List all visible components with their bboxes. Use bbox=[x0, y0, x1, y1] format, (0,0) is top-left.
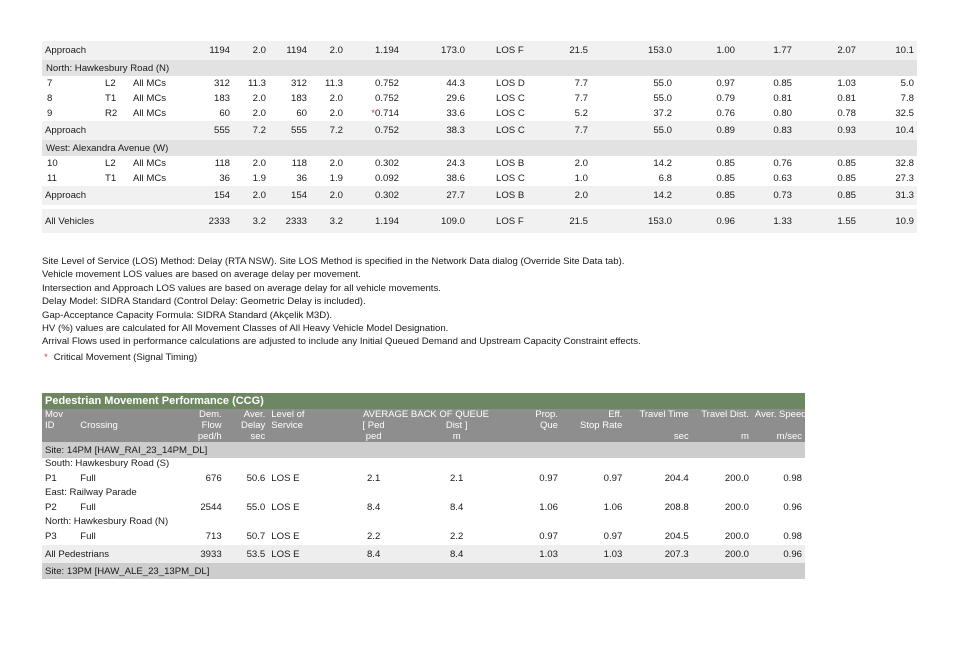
table-cell: 1.33 bbox=[773, 215, 792, 227]
table-cell: 2.1 bbox=[366, 472, 381, 484]
table-cell: 0.85 bbox=[773, 78, 792, 89]
table-cell: 2.0 bbox=[329, 45, 343, 56]
table-cell: 2.07 bbox=[837, 45, 856, 56]
table-cell: LOS F bbox=[496, 45, 524, 56]
table-cell: 0.89 bbox=[716, 125, 735, 136]
table-cell bbox=[130, 209, 180, 233]
table-cell: 32.8 bbox=[895, 158, 914, 169]
table-cell: 2.1 bbox=[449, 472, 464, 484]
table-cell: 312 bbox=[213, 78, 230, 89]
critical-marker-icon: * bbox=[371, 108, 375, 119]
table-cell: 14.2 bbox=[653, 190, 672, 201]
table-cell: 0.85 bbox=[716, 158, 735, 169]
table-cell: 2.0 bbox=[574, 190, 588, 201]
note-line: Vehicle movement LOS values are based on average delay per movement. bbox=[42, 269, 361, 281]
table-cell: 1.194 bbox=[374, 45, 399, 56]
section-label: South: Hawkesbury Road (S) bbox=[45, 458, 170, 469]
table-cell: 27.3 bbox=[895, 173, 914, 184]
approach-section-header bbox=[42, 516, 805, 527]
table-cell: 7.2 bbox=[252, 125, 266, 136]
table-cell: LOS B bbox=[496, 158, 525, 169]
table-cell: 200.0 bbox=[724, 530, 749, 542]
table-cell: LOS E bbox=[268, 545, 343, 563]
table-cell: 38.6 bbox=[446, 173, 465, 184]
note-line: HV (%) values are calculated for All Movement Classes of All Heavy Vehicle Model Designation. bbox=[42, 323, 449, 335]
header-blank bbox=[509, 431, 561, 442]
header-prop: Prop. bbox=[509, 409, 561, 420]
header-dem: Dem. bbox=[173, 409, 225, 420]
table-cell: 2333 bbox=[208, 215, 230, 227]
table-cell: 0.79 bbox=[716, 93, 735, 104]
table-cell: LOS E bbox=[271, 501, 300, 513]
table-cell: 1.9 bbox=[329, 173, 343, 184]
table-cell: 3933 bbox=[173, 545, 225, 563]
header-blank bbox=[77, 431, 173, 442]
pedestrian-row bbox=[42, 527, 805, 545]
table-cell: 2.2 bbox=[366, 530, 381, 542]
table-cell: LOS B bbox=[496, 190, 525, 201]
approach-section-header bbox=[42, 487, 805, 498]
table-cell: 2.0 bbox=[252, 93, 266, 104]
table-cell: 0.302 bbox=[374, 190, 399, 201]
site-header-row bbox=[42, 442, 805, 458]
table-cell bbox=[102, 186, 130, 205]
table-cell: 0.85 bbox=[716, 190, 735, 201]
table-cell: 8.4 bbox=[343, 545, 404, 563]
table-cell: 1.03 bbox=[837, 78, 856, 89]
table-cell: 154 bbox=[213, 190, 230, 201]
table-cell: 0.73 bbox=[773, 190, 792, 201]
table-cell: 3.2 bbox=[252, 215, 266, 227]
table-cell: 33.6 bbox=[446, 108, 465, 119]
table-cell: 21.5 bbox=[569, 45, 588, 56]
table-cell: 1.06 bbox=[603, 501, 623, 513]
table-cell: 2.0 bbox=[252, 108, 266, 119]
table-cell: 312 bbox=[290, 78, 307, 89]
table-cell: 10.4 bbox=[895, 125, 914, 136]
table-cell: 208.8 bbox=[664, 501, 689, 513]
header-que: Que bbox=[509, 420, 561, 431]
table-cell: 11.3 bbox=[248, 78, 266, 89]
header-service: Service bbox=[268, 420, 343, 431]
table-cell: LOS E bbox=[271, 530, 300, 542]
table-cell: 1.9 bbox=[252, 173, 266, 184]
table-cell: 0.78 bbox=[837, 108, 856, 119]
table-cell: 1.194 bbox=[374, 215, 399, 227]
table-cell: 53.5 bbox=[225, 545, 269, 563]
table-cell: 21.5 bbox=[569, 215, 588, 227]
movement-row bbox=[42, 156, 917, 171]
section-label: East: Railway Parade bbox=[45, 487, 137, 498]
table-cell: 0.85 bbox=[837, 173, 856, 184]
table-cell bbox=[130, 186, 180, 205]
unit-sec: sec bbox=[225, 431, 269, 442]
table-cell: LOS F bbox=[496, 215, 524, 227]
critical-movement-legend bbox=[42, 352, 197, 363]
pedestrian-header-row bbox=[42, 409, 805, 420]
header-id: ID bbox=[42, 420, 77, 431]
table-cell: 0.752 bbox=[374, 93, 399, 104]
table-cell: Full bbox=[80, 472, 96, 484]
table-cell: 2.0 bbox=[329, 158, 343, 169]
table-cell: All MCs bbox=[133, 78, 167, 89]
table-cell: 118 bbox=[214, 158, 230, 169]
table-cell: 1194 bbox=[286, 45, 307, 56]
table-cell: 5.2 bbox=[574, 108, 588, 119]
table-cell bbox=[130, 121, 180, 140]
table-cell: LOS C bbox=[496, 173, 525, 184]
movement-row bbox=[42, 91, 917, 106]
header-crossing-label: Crossing bbox=[77, 420, 173, 431]
table-cell: 153.0 bbox=[647, 45, 672, 56]
table-cell: 183 bbox=[213, 93, 230, 104]
table-cell: All MCs bbox=[133, 173, 167, 184]
table-cell bbox=[102, 209, 130, 233]
approach-row bbox=[42, 186, 917, 205]
table-cell: 27.7 bbox=[446, 190, 465, 201]
table-cell bbox=[102, 121, 130, 140]
table-cell: 555 bbox=[213, 125, 230, 136]
table-cell: 2.0 bbox=[252, 158, 266, 169]
table-cell: 8.4 bbox=[366, 501, 381, 513]
vehicle-movement-table bbox=[42, 41, 917, 233]
table-cell: 37.2 bbox=[653, 108, 672, 119]
table-cell: 1.03 bbox=[509, 545, 561, 563]
table-cell: All MCs bbox=[133, 158, 167, 169]
approach-row bbox=[42, 41, 917, 60]
table-cell: 0.092 bbox=[374, 173, 399, 184]
table-cell: 0.81 bbox=[837, 93, 856, 104]
table-cell: 10 bbox=[47, 158, 58, 169]
table-cell: 0.752 bbox=[374, 125, 399, 136]
table-cell bbox=[346, 106, 402, 121]
table-cell: 1.55 bbox=[837, 215, 856, 227]
table-cell: 200.0 bbox=[692, 545, 752, 563]
header-aver-speed: Aver. Speed bbox=[752, 409, 805, 420]
table-cell: 1.0 bbox=[574, 173, 588, 184]
header-blank bbox=[752, 420, 805, 431]
pedestrian-table-title-row bbox=[42, 393, 805, 409]
table-cell: 2544 bbox=[200, 501, 222, 513]
table-cell: Full bbox=[80, 530, 96, 542]
table-cell: 0.96 bbox=[783, 501, 802, 513]
table-cell: 8.4 bbox=[449, 501, 464, 513]
table-cell: 0.752 bbox=[374, 78, 399, 89]
header-mov: Mov bbox=[42, 409, 77, 420]
header-blank bbox=[561, 431, 625, 442]
table-cell: All MCs bbox=[133, 108, 167, 119]
note-line: Delay Model: SIDRA Standard (Control Delay: Geometric Delay is included). bbox=[42, 296, 366, 308]
table-cell: P2 bbox=[45, 501, 57, 513]
table-cell: 0.96 bbox=[752, 545, 805, 563]
table-cell: 11 bbox=[47, 173, 57, 184]
table-cell: 0.97 bbox=[539, 530, 558, 542]
table-cell: 1.77 bbox=[773, 45, 792, 56]
table-cell: 200.0 bbox=[724, 501, 749, 513]
pedestrian-row bbox=[42, 469, 805, 487]
table-cell: R2 bbox=[105, 108, 118, 119]
table-cell: 118 bbox=[291, 158, 307, 169]
table-cell: 0.63 bbox=[773, 173, 792, 184]
table-cell: 10.9 bbox=[895, 215, 914, 227]
table-cell: 2.0 bbox=[574, 158, 588, 169]
table-cell: L2 bbox=[105, 158, 116, 169]
all-pedestrians-row bbox=[42, 545, 805, 563]
table-cell: 1.06 bbox=[539, 501, 558, 513]
table-cell: 555 bbox=[290, 125, 307, 136]
header-stop-rate: Stop Rate bbox=[561, 420, 625, 431]
table-cell: 44.3 bbox=[446, 78, 465, 89]
table-cell: 0.83 bbox=[773, 125, 792, 136]
table-cell: 7.7 bbox=[574, 125, 588, 136]
table-cell: All Pedestrians bbox=[42, 545, 173, 563]
approach-section-header bbox=[42, 60, 917, 76]
note-line: Arrival Flows used in performance calculations are adjusted to include any Initial Queued Demand and Upstream Capacity Constraint effects. bbox=[42, 336, 641, 348]
unit-m: m bbox=[692, 431, 752, 442]
movement-row bbox=[42, 76, 917, 91]
table-cell: 24.3 bbox=[446, 158, 465, 169]
table-cell: P1 bbox=[45, 472, 57, 484]
header-blank bbox=[625, 420, 691, 431]
header-travel-dist: Travel Dist. bbox=[692, 409, 752, 420]
table-cell: 204.5 bbox=[664, 530, 689, 542]
table-cell: 0.85 bbox=[837, 158, 856, 169]
table-cell: LOS E bbox=[271, 472, 300, 484]
table-cell: 32.5 bbox=[895, 108, 914, 119]
cell-value: 0.714 bbox=[374, 108, 399, 119]
table-cell: 0.97 bbox=[716, 78, 735, 89]
table-cell: 713 bbox=[205, 530, 222, 542]
table-cell: T1 bbox=[105, 173, 117, 184]
unit-ped: ped bbox=[343, 431, 404, 442]
table-cell: 31.3 bbox=[895, 190, 914, 201]
table-cell: 153.0 bbox=[647, 215, 672, 227]
note-line: Gap-Acceptance Capacity Formula: SIDRA Standard (Akçelik M3D). bbox=[42, 309, 333, 321]
table-cell: 0.81 bbox=[773, 93, 792, 104]
table-cell: 55.0 bbox=[653, 78, 672, 89]
table-cell: 2.0 bbox=[252, 45, 266, 56]
table-cell: 2.2 bbox=[449, 530, 464, 542]
approach-section-header bbox=[42, 140, 917, 156]
unit-m: m bbox=[404, 431, 509, 442]
site-label: Site: 13PM [HAW_ALE_23_13PM_DL] bbox=[42, 563, 805, 579]
header-ped: [ Ped bbox=[343, 420, 404, 431]
table-cell: 3.2 bbox=[329, 215, 343, 227]
notes-block bbox=[42, 255, 641, 349]
table-cell: 7.7 bbox=[574, 93, 588, 104]
pedestrian-units-row bbox=[42, 431, 805, 442]
table-cell: 2.0 bbox=[329, 108, 343, 119]
table-cell: 7.2 bbox=[329, 125, 343, 136]
table-cell: 0.96 bbox=[716, 215, 735, 227]
table-cell: LOS D bbox=[496, 78, 525, 89]
table-cell: 55.0 bbox=[653, 93, 672, 104]
table-cell: Approach bbox=[45, 125, 87, 136]
table-cell: 0.97 bbox=[603, 472, 623, 484]
table-cell: 50.6 bbox=[246, 472, 266, 484]
section-label: North: Hawkesbury Road (N) bbox=[42, 60, 917, 76]
table-cell: 0.97 bbox=[603, 530, 623, 542]
pedestrian-row bbox=[42, 498, 805, 516]
table-cell: 7 bbox=[47, 78, 53, 89]
header-level-of: Level of bbox=[268, 409, 343, 420]
table-cell: 154 bbox=[290, 190, 307, 201]
table-cell: 14.2 bbox=[653, 158, 672, 169]
table-cell: L2 bbox=[105, 78, 116, 89]
table-cell: 8.4 bbox=[404, 545, 509, 563]
table-cell: 1194 bbox=[209, 45, 230, 56]
table-cell: 173.0 bbox=[440, 45, 465, 56]
unit-ped-h: ped/h bbox=[173, 431, 225, 442]
table-cell: LOS C bbox=[496, 125, 525, 136]
note-line: Site Level of Service (LOS) Method: Delay (RTA NSW). Site LOS Method is specified in the Network Data dialog (Override Site Data tab). bbox=[42, 256, 625, 267]
unit-m-sec: m/sec bbox=[752, 431, 805, 442]
table-cell: 183 bbox=[290, 93, 307, 104]
table-cell: 1.03 bbox=[561, 545, 625, 563]
header-crossing bbox=[77, 409, 173, 420]
header-aver: Aver. bbox=[225, 409, 269, 420]
critical-marker-icon: * bbox=[44, 352, 48, 363]
table-cell: 200.0 bbox=[724, 472, 749, 484]
table-cell: 2333 bbox=[285, 215, 307, 227]
table-cell: 0.97 bbox=[539, 472, 558, 484]
approach-row bbox=[42, 121, 917, 140]
movement-row bbox=[42, 171, 917, 186]
table-cell: 11.3 bbox=[325, 78, 343, 89]
header-flow: Flow bbox=[173, 420, 225, 431]
table-cell: 0.76 bbox=[716, 108, 735, 119]
table-cell: 38.3 bbox=[446, 125, 465, 136]
table-cell: Approach bbox=[45, 190, 87, 201]
section-label: West: Alexandra Avenue (W) bbox=[42, 140, 917, 156]
table-cell: 1.00 bbox=[716, 45, 735, 56]
table-cell: 109.0 bbox=[440, 215, 465, 227]
table-cell: 207.3 bbox=[625, 545, 691, 563]
table-cell: 0.80 bbox=[773, 108, 792, 119]
table-cell bbox=[130, 41, 180, 60]
table-cell: LOS C bbox=[496, 108, 525, 119]
table-cell: All MCs bbox=[133, 93, 167, 104]
header-blank bbox=[42, 431, 77, 442]
table-cell: 7.7 bbox=[574, 78, 588, 89]
table-cell: T1 bbox=[105, 93, 117, 104]
table-cell: 8 bbox=[47, 93, 53, 104]
table-cell: 204.4 bbox=[664, 472, 689, 484]
table-cell: 36 bbox=[219, 173, 230, 184]
site-label: Site: 14PM [HAW_RAI_23_14PM_DL] bbox=[42, 442, 805, 458]
unit-sec: sec bbox=[625, 431, 691, 442]
table-cell: Approach bbox=[45, 45, 87, 56]
table-cell bbox=[102, 41, 130, 60]
site-header-row bbox=[42, 563, 805, 579]
table-cell: 2.0 bbox=[329, 93, 343, 104]
table-cell: 55.0 bbox=[653, 125, 672, 136]
approach-section-header bbox=[42, 458, 805, 469]
table-cell: 50.7 bbox=[246, 530, 266, 542]
movement-row bbox=[42, 106, 917, 121]
table-cell: 0.98 bbox=[783, 530, 802, 542]
table-cell: LOS C bbox=[496, 93, 525, 104]
table-cell: 9 bbox=[47, 108, 53, 119]
header-delay: Delay bbox=[225, 420, 269, 431]
table-cell: 0.76 bbox=[773, 158, 792, 169]
header-back-of-queue: AVERAGE BACK OF QUEUE bbox=[343, 409, 509, 420]
pedestrian-movement-table bbox=[42, 393, 805, 579]
header-eff: Eff. bbox=[561, 409, 625, 420]
table-cell: 60 bbox=[219, 108, 230, 119]
pedestrian-table-title: Pedestrian Movement Performance (CCG) bbox=[42, 393, 805, 409]
section-label: North: Hawkesbury Road (N) bbox=[45, 516, 169, 527]
header-travel-time: Travel Time bbox=[625, 409, 691, 420]
table-cell: 0.98 bbox=[783, 472, 802, 484]
table-cell: 2.0 bbox=[252, 190, 266, 201]
legend-text: Critical Movement (Signal Timing) bbox=[53, 352, 198, 363]
table-cell: 5.0 bbox=[900, 78, 914, 89]
table-cell: 0.302 bbox=[374, 158, 399, 169]
table-cell: P3 bbox=[45, 530, 57, 542]
table-cell: 0.93 bbox=[837, 125, 856, 136]
table-cell: 6.8 bbox=[658, 173, 672, 184]
table-cell: 2.0 bbox=[329, 190, 343, 201]
table-cell: 36 bbox=[296, 173, 307, 184]
table-cell: 676 bbox=[205, 472, 222, 484]
table-cell: 55.0 bbox=[246, 501, 266, 513]
table-cell: 0.85 bbox=[716, 173, 735, 184]
header-blank bbox=[692, 420, 752, 431]
header-dist: Dist ] bbox=[404, 420, 509, 431]
pedestrian-header-row bbox=[42, 420, 805, 431]
table-cell: 10.1 bbox=[895, 45, 914, 56]
table-cell: 60 bbox=[296, 108, 307, 119]
table-cell: 0.85 bbox=[837, 190, 856, 201]
all-vehicles-row bbox=[42, 209, 917, 233]
table-cell: 29.6 bbox=[446, 93, 465, 104]
note-line: Intersection and Approach LOS values are based on average delay for all vehicle movements. bbox=[42, 282, 441, 294]
table-cell: 7.8 bbox=[900, 93, 914, 104]
table-cell: All Vehicles bbox=[45, 215, 95, 227]
header-blank bbox=[268, 431, 343, 442]
table-cell: Full bbox=[80, 501, 96, 513]
